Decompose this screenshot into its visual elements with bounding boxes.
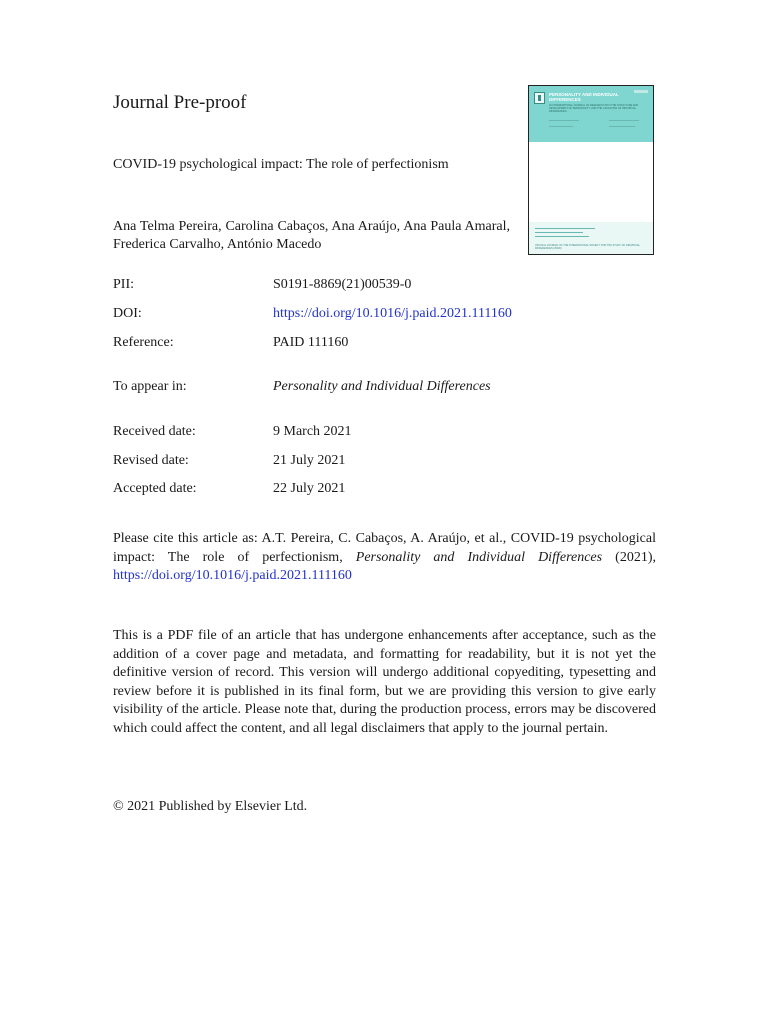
received-date-value: 9 March 2021: [273, 424, 352, 439]
cover-divider: [535, 232, 583, 233]
cover-divider: [549, 120, 579, 121]
elsevier-logo-icon: [534, 92, 545, 104]
cover-subtitle: AN INTERNATIONAL JOURNAL OF RESEARCH INTO THE STRUCTURE AND DEVELOPMENT OF PERSONALITY, AND THE CAUSATION OF INDIVIDUAL DIFFERENCES: [549, 104, 639, 113]
cover-journal-title: PERSONALITY AND INDIVIDUAL DIFFERENCES: [549, 92, 619, 102]
pii-label: PII:: [113, 277, 134, 292]
accepted-date-label: Accepted date:: [113, 481, 197, 496]
received-date-label: Received date:: [113, 424, 196, 439]
cover-divider: [609, 126, 635, 127]
article-title: COVID-19 psychological impact: The role of perfectionism: [113, 157, 449, 172]
reference-label: Reference:: [113, 335, 174, 350]
citation-year: (2021),: [602, 549, 656, 565]
cover-divider: [609, 120, 639, 121]
cover-divider: [549, 126, 573, 127]
accepted-date-value: 22 July 2021: [273, 481, 346, 496]
reference-value: PAID 111160: [273, 335, 349, 350]
citation-doi-link[interactable]: https://doi.org/10.1016/j.paid.2021.111160: [113, 568, 352, 584]
cover-footer-text: OFFICIAL JOURNAL OF THE INTERNATIONAL SOCIETY FOR THE STUDY OF INDIVIDUAL DIFFERENCES (ISSID): [535, 244, 640, 250]
cover-divider: [535, 228, 595, 229]
disclaimer-paragraph: This is a PDF file of an article that has undergone enhancements after acceptance, such as the addition of a cover page and metadata, and formatting for readability, but it is not yet the definitive version of record. This version will undergo additional copyediting, typesetting and review before it is published in its final form, but we are providing this version to give early visibility of the article. Please note that, during the production process, errors may be discovered which could affect the content, and all legal disclaimers that apply to the journal pertain.: [113, 628, 656, 736]
doi-label: DOI:: [113, 306, 142, 321]
doi-link[interactable]: https://doi.org/10.1016/j.paid.2021.111160: [273, 306, 512, 321]
citation-text: Please cite this article as: A.T. Pereira, C. Cabaços, A. Araújo, et al., COVID-19 psychological impact: The role of perfectionism,: [113, 531, 656, 565]
revised-date-value: 21 July 2021: [273, 453, 346, 468]
cover-divider: [535, 236, 589, 237]
pii-value: S0191-8869(21)00539-0: [273, 277, 412, 292]
journal-cover-image: [528, 85, 654, 255]
appear-in-value: Personality and Individual Differences: [273, 379, 491, 394]
appear-in-label: To appear in:: [113, 379, 187, 394]
copyright-notice: © 2021 Published by Elsevier Ltd.: [113, 799, 308, 814]
cover-color-band: [529, 86, 653, 142]
citation-journal: Personality and Individual Differences: [355, 549, 603, 565]
revised-date-label: Revised date:: [113, 453, 189, 468]
author-list: Ana Telma Pereira, Carolina Cabaços, Ana Araújo, Ana Paula Amaral, Frederica Carvalho, António Macedo: [113, 219, 510, 252]
pre-proof-heading: Journal Pre-proof: [113, 92, 247, 113]
cover-lower-band: [529, 222, 653, 254]
citation-paragraph: [113, 530, 656, 586]
